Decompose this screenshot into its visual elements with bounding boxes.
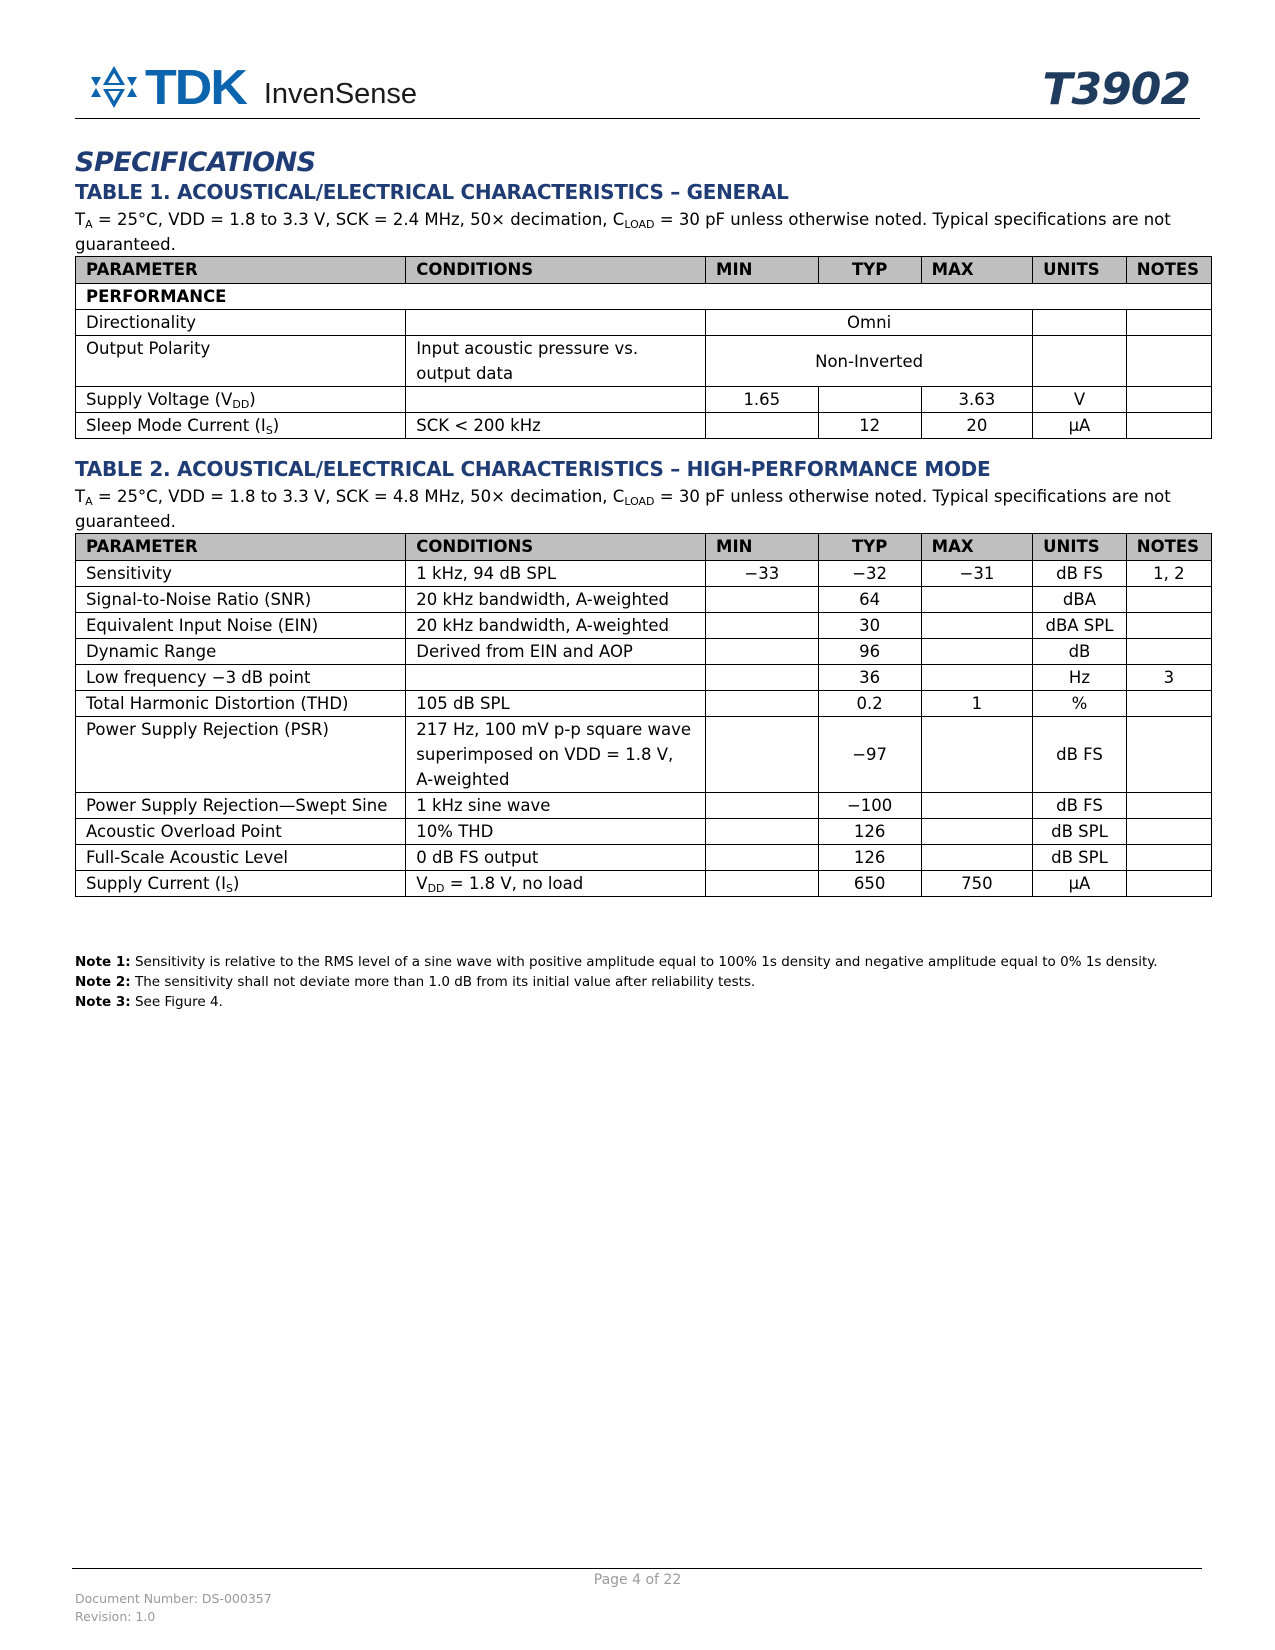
page-header bbox=[75, 56, 1200, 120]
typ-cell: 126 bbox=[818, 819, 921, 845]
typ-cell: 36 bbox=[818, 665, 921, 691]
typ-cell: 12 bbox=[818, 413, 921, 439]
col-header: UNITS bbox=[1033, 257, 1127, 284]
typ-cell: 126 bbox=[818, 845, 921, 871]
note-item: Note 3: See Figure 4. bbox=[75, 994, 223, 1010]
revision: Revision: 1.0 bbox=[75, 1609, 156, 1624]
table-row bbox=[76, 336, 1212, 387]
parameter-cell: Full-Scale Acoustic Level bbox=[76, 845, 406, 871]
parameter-cell: Power Supply Rejection—Swept Sine bbox=[76, 793, 406, 819]
table-row bbox=[76, 871, 1212, 897]
notes-cell: 1, 2 bbox=[1126, 561, 1211, 587]
parameter-cell: Sensitivity bbox=[76, 561, 406, 587]
col-header: NOTES bbox=[1126, 534, 1211, 561]
conditions-cell: 20 kHz bandwidth, A-weighted bbox=[406, 613, 706, 639]
tdk-triangle-emblem-icon bbox=[89, 64, 139, 110]
col-header: CONDITIONS bbox=[406, 257, 706, 284]
parameter-cell: Output Polarity bbox=[76, 336, 406, 387]
value-cell: Non-Inverted bbox=[706, 336, 1033, 387]
table-row bbox=[76, 639, 1212, 665]
tdk-invensense-logo bbox=[89, 60, 418, 116]
parameter-cell: Supply Current $(I_S)$ bbox=[76, 871, 406, 897]
header-divider bbox=[75, 118, 1200, 119]
col-header: MIN bbox=[706, 534, 819, 561]
table-header-row bbox=[76, 257, 1212, 284]
col-header: UNITS bbox=[1033, 534, 1127, 561]
col-header: TYP bbox=[818, 257, 921, 284]
conditions-cell: 1 kHz, 94 dB SPL bbox=[406, 561, 706, 587]
col-header: NOTES bbox=[1126, 257, 1211, 284]
table1 bbox=[75, 256, 1212, 439]
units-cell: µA bbox=[1033, 871, 1127, 897]
parameter-cell: Supply Voltage $(V_{DD})$ bbox=[76, 387, 406, 413]
typ-cell: −32 bbox=[818, 561, 921, 587]
parameter-cell: Signal-to-Noise Ratio (SNR) bbox=[76, 587, 406, 613]
units-cell: dB FS bbox=[1033, 717, 1127, 793]
table-row bbox=[76, 310, 1212, 336]
table2 bbox=[75, 533, 1212, 897]
typ-cell: 96 bbox=[818, 639, 921, 665]
typ-cell: 0.2 bbox=[818, 691, 921, 717]
min-cell: 1.65 bbox=[706, 387, 819, 413]
conditions-cell: 105 dB SPL bbox=[406, 691, 706, 717]
table-row bbox=[76, 665, 1212, 691]
units-cell: dB FS bbox=[1033, 561, 1127, 587]
conditions-cell: $V_{DD} = 1.8$ V, no load bbox=[406, 871, 706, 897]
typ-cell: −100 bbox=[818, 793, 921, 819]
section-title: SPECIFICATIONS bbox=[75, 147, 316, 178]
table-header-row bbox=[76, 534, 1212, 561]
typ-cell: 30 bbox=[818, 613, 921, 639]
part-number: T3902 bbox=[1042, 64, 1190, 115]
table-row bbox=[76, 613, 1212, 639]
col-header: PARAMETER bbox=[76, 534, 406, 561]
logo-brand-text: TDK bbox=[145, 60, 246, 116]
units-cell: V bbox=[1033, 387, 1127, 413]
notes-cell: 3 bbox=[1126, 665, 1211, 691]
max-cell: 750 bbox=[921, 871, 1032, 897]
col-header: PARAMETER bbox=[76, 257, 406, 284]
max-cell: 3.63 bbox=[921, 387, 1032, 413]
units-cell: % bbox=[1033, 691, 1127, 717]
units-cell: dBA SPL bbox=[1033, 613, 1127, 639]
units-cell: µA bbox=[1033, 413, 1127, 439]
table-row bbox=[76, 587, 1212, 613]
col-header: CONDITIONS bbox=[406, 534, 706, 561]
max-cell: −31 bbox=[921, 561, 1032, 587]
table1-title: TABLE 1. ACOUSTICAL/ELECTRICAL CHARACTERISTICS – GENERAL bbox=[75, 180, 789, 204]
conditions-cell: 0 dB FS output bbox=[406, 845, 706, 871]
typ-cell: 64 bbox=[818, 587, 921, 613]
table-row bbox=[76, 561, 1212, 587]
conditions-cell: Derived from EIN and AOP bbox=[406, 639, 706, 665]
col-header: MIN bbox=[706, 257, 819, 284]
units-cell: dBA bbox=[1033, 587, 1127, 613]
table2-conditions: $T_A = 25^\circ C$, VDD = 1.8 to 3.3 V, SCK = 4.8 MHz, 50× decimation, $C_{LOAD} = 30$ pF unless otherwise noted. Typical specifications are not guaranteed. bbox=[75, 487, 1171, 531]
units-cell: Hz bbox=[1033, 665, 1127, 691]
table1-conditions: $T_A = 25^\circ C$, VDD = 1.8 to 3.3 V, SCK = 2.4 MHz, 50× decimation, $C_{LOAD} = 30$ pF unless otherwise noted. Typical specifications are not guaranteed. bbox=[75, 210, 1171, 254]
table-row bbox=[76, 413, 1212, 439]
col-header: TYP bbox=[818, 534, 921, 561]
table-notes bbox=[75, 952, 1158, 1012]
parameter-cell: Low frequency −3 dB point bbox=[76, 665, 406, 691]
note-item: Note 1: Sensitivity is relative to the RMS level of a sine wave with positive amplitude equal to 100% 1s density and negative amplitude equal to 0% 1s density. bbox=[75, 954, 1158, 970]
parameter-cell: Power Supply Rejection (PSR) bbox=[76, 717, 406, 793]
table-row bbox=[76, 845, 1212, 871]
table-row bbox=[76, 717, 1212, 793]
typ-cell: 650 bbox=[818, 871, 921, 897]
max-cell: 20 bbox=[921, 413, 1032, 439]
units-cell: dB SPL bbox=[1033, 819, 1127, 845]
parameter-cell: Total Harmonic Distortion (THD) bbox=[76, 691, 406, 717]
document-number: Document Number: DS-000357 bbox=[75, 1591, 272, 1606]
note-item: Note 2: The sensitivity shall not deviate more than 1.0 dB from its initial value after reliability tests. bbox=[75, 974, 756, 990]
table-row bbox=[76, 793, 1212, 819]
logo-company-text: InvenSense bbox=[263, 78, 418, 110]
units-cell: dB bbox=[1033, 639, 1127, 665]
table-row bbox=[76, 387, 1212, 413]
units-cell: dB SPL bbox=[1033, 845, 1127, 871]
conditions-cell: 217 Hz, 100 mV p-p square wave superimposed on VDD = 1.8 V, A-weighted bbox=[406, 717, 706, 793]
section-label: PERFORMANCE bbox=[76, 284, 1212, 310]
typ-cell: −97 bbox=[818, 717, 921, 793]
table-row bbox=[76, 284, 1212, 310]
parameter-cell: Acoustic Overload Point bbox=[76, 819, 406, 845]
table2-title: TABLE 2. ACOUSTICAL/ELECTRICAL CHARACTERISTICS – HIGH-PERFORMANCE MODE bbox=[75, 457, 991, 481]
parameter-cell: Dynamic Range bbox=[76, 639, 406, 665]
conditions-cell: Input acoustic pressure vs. output data bbox=[406, 336, 706, 387]
parameter-cell: Sleep Mode Current $(I_S)$ bbox=[76, 413, 406, 439]
col-header: MAX bbox=[921, 534, 1032, 561]
parameter-cell: Equivalent Input Noise (EIN) bbox=[76, 613, 406, 639]
value-cell: Omni bbox=[706, 310, 1033, 336]
units-cell: dB FS bbox=[1033, 793, 1127, 819]
max-cell: 1 bbox=[921, 691, 1032, 717]
conditions-cell: 10% THD bbox=[406, 819, 706, 845]
col-header: MAX bbox=[921, 257, 1032, 284]
table-row bbox=[76, 819, 1212, 845]
conditions-cell: SCK < 200 kHz bbox=[406, 413, 706, 439]
min-cell: −33 bbox=[706, 561, 819, 587]
conditions-cell: 1 kHz sine wave bbox=[406, 793, 706, 819]
parameter-cell: Directionality bbox=[76, 310, 406, 336]
page-number: Page 4 of 22 bbox=[593, 1572, 682, 1588]
conditions-cell: 20 kHz bandwidth, A-weighted bbox=[406, 587, 706, 613]
footer-divider bbox=[72, 1568, 1202, 1569]
document-info bbox=[75, 1590, 272, 1626]
table-row bbox=[76, 691, 1212, 717]
